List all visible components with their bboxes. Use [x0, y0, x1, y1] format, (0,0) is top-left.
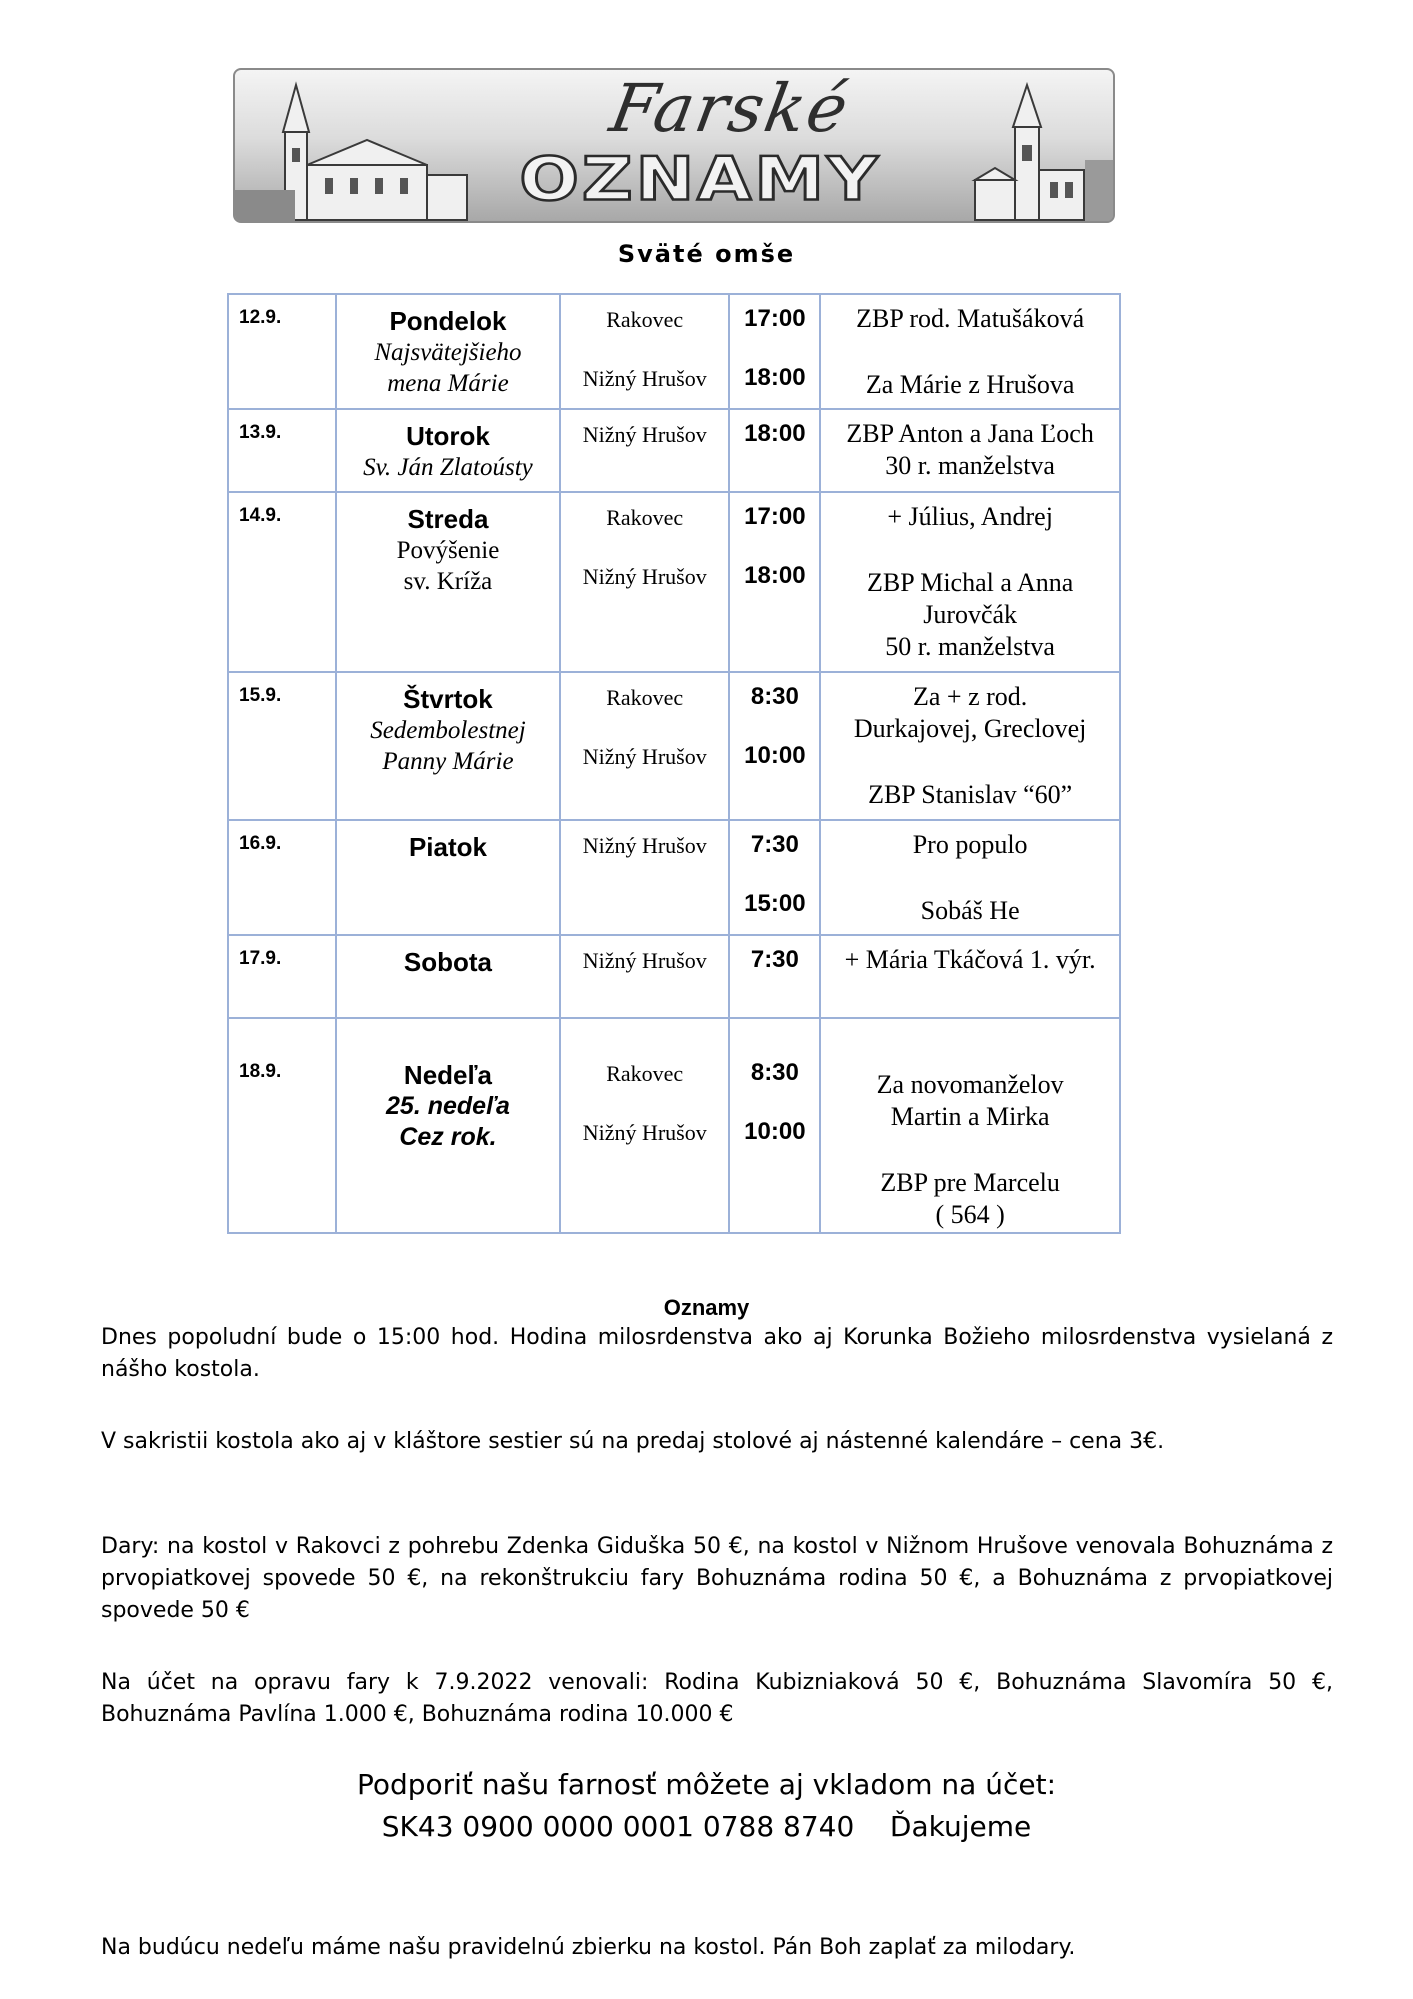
- intention-cell: [820, 672, 1120, 820]
- collection-note: Na budúcu nedeľu máme našu pravidelnú zbierku na kostol. Pán Boh zaplať za milodary.: [101, 1935, 1076, 1960]
- feast-name: Sv. Ján Zlatoústy: [363, 454, 533, 481]
- date-cell: [228, 820, 336, 935]
- intention-cell: [820, 294, 1120, 409]
- mass-intention: [821, 745, 1119, 779]
- mass-intention: 50 r. manželstva: [885, 632, 1055, 661]
- day-name: Utorok: [406, 421, 490, 451]
- mass-intention: [821, 335, 1119, 369]
- day-name: Sobota: [403, 947, 492, 977]
- mass-intention: Za Márie z Hrušova: [865, 370, 1075, 399]
- feast-name: Sedembolestnej: [370, 717, 526, 744]
- repair-donations-paragraph: Na účet na opravu fary k 7.9.2022 venovali: Rodina Kubizniaková 50 €, Bohuznáma Slavomíra 50 €, Bohuznáma Pavlína 1.000 €, Bohuznáma rodina 10.000 €: [101, 1670, 1333, 1727]
- mass-intention: Pro populo: [912, 830, 1028, 859]
- mass-time: 18:00: [744, 562, 806, 589]
- mass-intention: ZBP Michal a Anna: [866, 568, 1074, 597]
- place-name: Nižný Hrušov: [582, 1120, 707, 1145]
- feast-name: Panny Márie: [382, 748, 514, 775]
- schedule-row: [228, 492, 1120, 672]
- place-name: Nižný Hrušov: [582, 422, 707, 447]
- feast-name: Cez rok.: [399, 1123, 497, 1151]
- place-cell: [560, 409, 730, 492]
- time-cell: [729, 409, 820, 492]
- date-label: 14.9.: [239, 505, 282, 526]
- mass-intention: Durkajovej, Greclovej: [853, 714, 1087, 743]
- mass-intention: ZBP rod. Matušáková: [856, 304, 1085, 333]
- place-name: Rakovec: [606, 505, 684, 530]
- time-cell: [729, 294, 820, 409]
- feast-name: 25. nedeľa: [386, 1092, 510, 1120]
- place-cell: [560, 492, 730, 672]
- mass-intention: Martin a Mirka: [890, 1102, 1050, 1131]
- mass-time: 8:30: [750, 683, 799, 710]
- place-name: Rakovec: [606, 307, 684, 332]
- time-cell: [729, 935, 820, 1018]
- time-cell: [729, 1018, 820, 1233]
- mass-intention: ( 564 ): [935, 1200, 1005, 1229]
- day-name: Streda: [407, 504, 489, 534]
- mass-time: 10:00: [744, 1118, 806, 1145]
- mass-time: 8:30: [750, 1059, 799, 1086]
- day-cell: [336, 492, 560, 672]
- place-name: Nižný Hrušov: [582, 366, 707, 391]
- date-label: 17.9.: [239, 948, 282, 969]
- schedule-row: [228, 935, 1120, 1018]
- schedule-row: [228, 1018, 1120, 1233]
- day-name: Štvrtok: [403, 684, 493, 714]
- feast-name: mena Márie: [387, 370, 509, 397]
- mass-time: 17:00: [744, 305, 806, 332]
- banner-main-title: OZNAMY: [519, 144, 881, 214]
- mass-intention: ZBP pre Marcelu: [880, 1168, 1060, 1197]
- mass-intention: Za + z rod.: [912, 682, 1028, 711]
- mass-intention: Za novomanželov: [876, 1070, 1064, 1099]
- feast-name: Najsvätejšieho: [374, 339, 522, 366]
- announcements-title: Oznamy: [663, 1295, 750, 1320]
- day-cell: [336, 1018, 560, 1233]
- date-cell: [228, 294, 336, 409]
- mass-time: 18:00: [744, 420, 806, 447]
- mass-intention: Jurovčák: [923, 600, 1018, 629]
- schedule-row: [228, 672, 1120, 820]
- day-cell: [336, 935, 560, 1018]
- place-cell: [560, 294, 730, 409]
- time-cell: [729, 492, 820, 672]
- date-label: 16.9.: [239, 833, 282, 854]
- mass-time: 7:30: [750, 946, 799, 973]
- place-name: Nižný Hrušov: [582, 744, 707, 769]
- mass-intention: ZBP Stanislav “60”: [868, 780, 1073, 809]
- mass-intention: [821, 533, 1119, 567]
- mass-schedule-table: [227, 293, 1121, 1234]
- time-cell: [729, 672, 820, 820]
- date-cell: [228, 672, 336, 820]
- mass-time: 15:00: [744, 890, 806, 917]
- farske-oznamy-banner: [233, 68, 1115, 223]
- banner-script-title: Farské: [604, 70, 856, 147]
- feast-name: Povýšenie: [396, 537, 500, 564]
- schedule-row: [228, 820, 1120, 935]
- time-cell: [729, 820, 820, 935]
- bank-account-line: SK43 0900 0000 0001 0788 8740 Ďakujeme: [381, 1810, 1032, 1843]
- mass-time: 17:00: [744, 503, 806, 530]
- date-cell: [228, 935, 336, 1018]
- place-name: Rakovec: [606, 1061, 684, 1086]
- feast-name: sv. Kríža: [403, 568, 493, 595]
- place-cell: [560, 1018, 730, 1233]
- date-cell: [228, 409, 336, 492]
- day-cell: [336, 820, 560, 935]
- mass-intention: Sobáš He: [920, 896, 1020, 925]
- place-name: Nižný Hrušov: [582, 564, 707, 589]
- mass-intention: [821, 861, 1119, 895]
- day-name: Piatok: [408, 832, 487, 862]
- date-cell: [228, 1018, 336, 1233]
- place-name: Rakovec: [606, 685, 684, 710]
- masses-title: Sväté omše: [617, 240, 796, 268]
- intention-cell: [820, 409, 1120, 492]
- date-label: 13.9.: [239, 422, 282, 443]
- intention-cell: [820, 935, 1120, 1018]
- mass-intention: ZBP Anton a Jana Ľoch: [846, 419, 1094, 448]
- day-name: Pondelok: [389, 306, 507, 336]
- mass-intention: [821, 1133, 1119, 1167]
- day-cell: [336, 294, 560, 409]
- day-name: Nedeľa: [403, 1060, 492, 1090]
- day-cell: [336, 409, 560, 492]
- intention-cell: [820, 1018, 1120, 1233]
- mass-intention: + Mária Tkáčová 1. výr.: [844, 945, 1096, 974]
- mass-time: 10:00: [744, 742, 806, 769]
- date-label: 12.9.: [239, 307, 282, 328]
- place-name: Nižný Hrušov: [582, 948, 707, 973]
- place-name: Nižný Hrušov: [582, 833, 707, 858]
- place-cell: [560, 935, 730, 1018]
- support-line: Podporiť našu farnosť môžete aj vkladom na účet:: [356, 1768, 1057, 1801]
- date-cell: [228, 492, 336, 672]
- place-cell: [560, 820, 730, 935]
- announcement-paragraph: Dnes popoludní bude o 15:00 hod. Hodina milosrdenstva ako aj Korunka Božieho milosrdenstva vysielaná z nášho kostola.: [101, 1325, 1333, 1382]
- schedule-row: [228, 294, 1120, 409]
- intention-cell: [820, 492, 1120, 672]
- date-label: 18.9.: [239, 1061, 282, 1082]
- place-cell: [560, 672, 730, 820]
- mass-intention: 30 r. manželstva: [885, 451, 1055, 480]
- mass-intention: + Július, Andrej: [887, 502, 1053, 531]
- day-cell: [336, 672, 560, 820]
- schedule-row: [228, 409, 1120, 492]
- intention-cell: [820, 820, 1120, 935]
- announcement-paragraph: V sakristii kostola ako aj v kláštore sestier sú na predaj stolové aj nástenné kalendáre – cena 3€.: [101, 1429, 1165, 1454]
- mass-time: 7:30: [750, 831, 799, 858]
- mass-time: 18:00: [744, 364, 806, 391]
- date-label: 15.9.: [239, 685, 282, 706]
- donations-paragraph: Dary: na kostol v Rakovci z pohrebu Zdenka Giduška 50 €, na kostol v Nižnom Hrušove venovala Bohuznáma z prvopiatkovej spovede 50 €, na rekonštrukciu fary Bohuznáma rodina 50 €, a Bohuznáma z prvopiatkovej spovede 50 €: [101, 1534, 1333, 1623]
